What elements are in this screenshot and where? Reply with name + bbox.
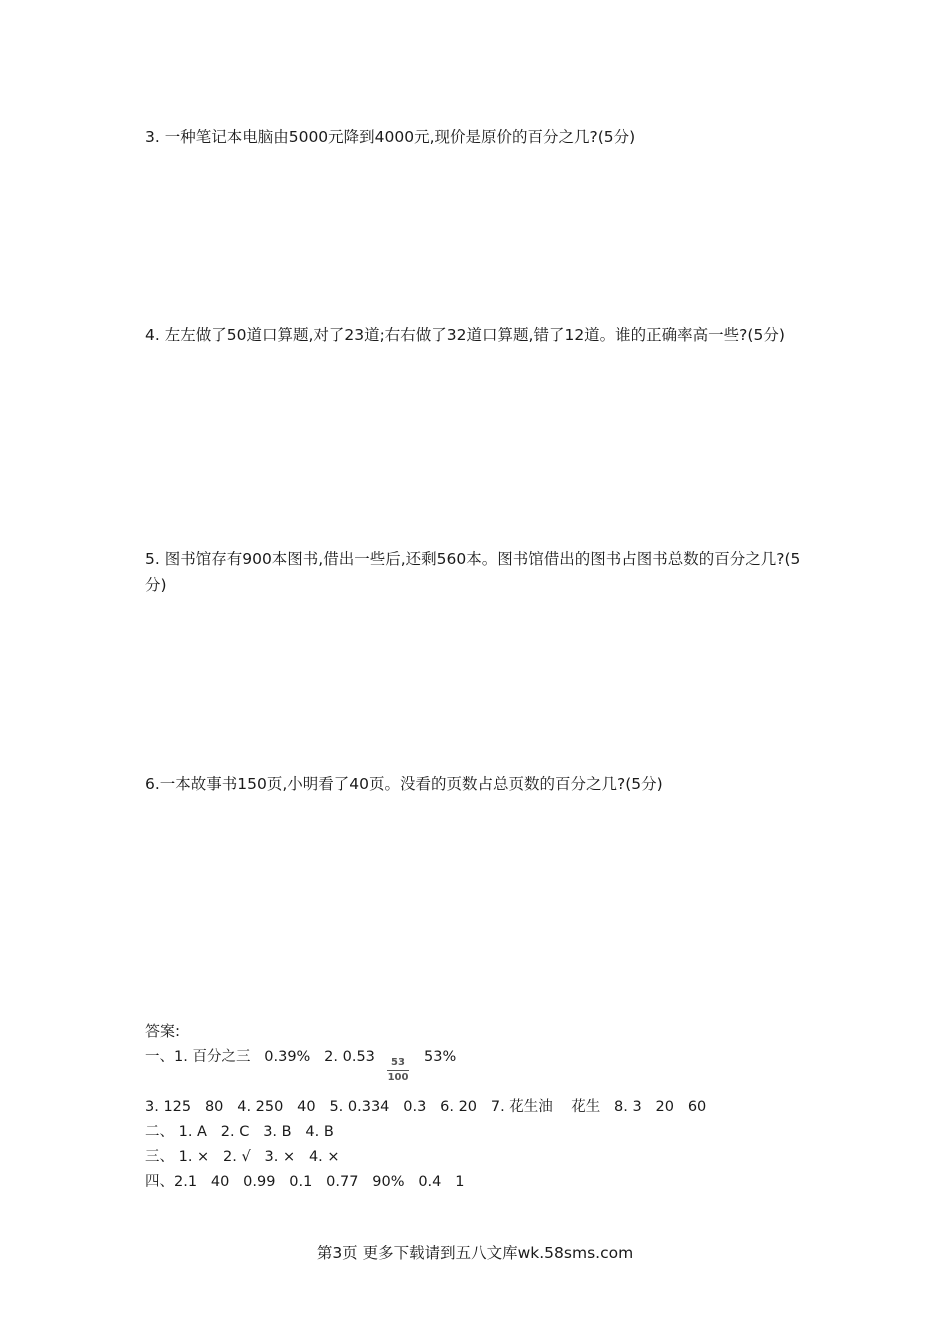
answers-title: 答案: [145,1022,181,1040]
answer-line-2: 3. 125 80 4. 250 40 5. 0.334 0.3 6. 20 7. 花生油 花生 8. 3 20 60 [145,1099,707,1115]
answer-line-1: 一、1. 百分之三 0.39% 2. 0.53 [145,1049,375,1065]
answer-line-1-tail: 53% [424,1049,457,1065]
page-footer: 第3页 更多下载请到五八文库wk.58sms.com [316,1244,634,1262]
question-3: 3. 一种笔记本电脑由5000元降到4000元,现价是原价的百分之几?(5分) [145,128,636,146]
question-4: 4. 左左做了50道口算题,对了23道;右右做了32道口算题,错了12道。谁的正确率高一些?(5分) [145,326,785,344]
fraction-denominator: 100 [387,1072,409,1083]
fraction-numerator: 53 [391,1057,405,1068]
question-5: 5. 图书馆存有900本图书,借出一些后,还剩560本。图书馆借出的图书占图书总数的百分之几?(5分) [145,550,801,594]
answer-line-4: 三、 1. × 2. √ 3. × 4. × [145,1149,340,1165]
answer-line-5: 四、2.1 40 0.99 0.1 0.77 90% 0.4 1 [145,1174,465,1190]
fraction-bar [387,1070,409,1071]
answer-line-3: 二、 1. A 2. C 3. B 4. B [145,1124,334,1140]
answer-fraction [387,1057,409,1083]
question-6: 6.一本故事书150页,小明看了40页。没看的页数占总页数的百分之几?(5分) [145,775,663,793]
